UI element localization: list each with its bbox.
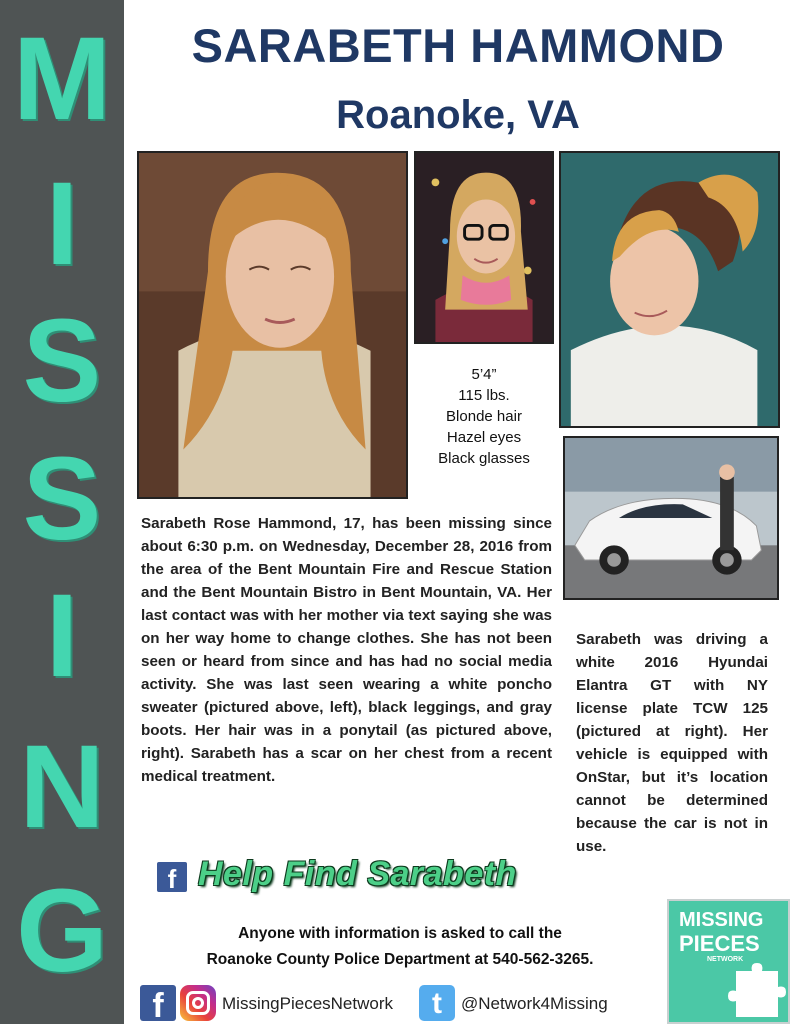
missing-description: Sarabeth Rose Hammond, 17, has been missing since about 6:30 p.m. on Wednesday, December 28, 2016 from the area of the Bent Mountain Fire and Rescue Station and the Bent Mountain Bistro in Bent Mountain, VA. Her last contact was with her mother via text saying she was on her way home to change clothes. She has not been seen or heard from since and has had no social media activity. She was last seen wearing a white poncho sweater (pictured above, left), black leggings, and gray boots. Her hair was in a ponytail (as pictured above, right). Sarabeth has a scar on her chest from a recent medical treatment. xyxy=(141,515,552,785)
portrait-photo-left xyxy=(137,151,408,499)
location: Roanoke, VA xyxy=(336,93,580,137)
contact-line-2: Roanoke County Police Department at 540-562-3265. xyxy=(206,951,594,968)
facebook-icon-footer: f xyxy=(140,985,176,1021)
puzzle-piece-icon xyxy=(724,959,786,1021)
weight: 115 lbs. xyxy=(458,387,510,404)
banner-letter-n: N xyxy=(19,721,105,853)
logo-line-1: MISSING xyxy=(679,909,764,931)
missing-pieces-logo xyxy=(667,899,790,1024)
banner-letter-i-2: I xyxy=(45,570,79,702)
twitter-icon: t xyxy=(419,985,455,1021)
logo-line-3: NETWORK xyxy=(707,956,744,963)
person-name: SARABETH HAMMOND xyxy=(191,19,725,72)
glasses: Black glasses xyxy=(438,450,530,467)
portrait-photo-glasses xyxy=(414,151,554,344)
banner-letter-m: M xyxy=(12,13,112,145)
portrait-photo-ponytail xyxy=(559,151,780,428)
instagram-icon xyxy=(180,985,216,1021)
banner-letter-i: I xyxy=(45,158,79,290)
banner-letter-s-2: S xyxy=(22,433,102,565)
height: 5’4” xyxy=(471,366,497,383)
missing-banner xyxy=(0,0,124,1024)
banner-letter-s: S xyxy=(22,295,102,427)
logo-line-2: PIECES xyxy=(679,931,760,956)
twitter-handle: @Network4Missing xyxy=(461,994,608,1013)
physical-description xyxy=(414,364,554,469)
hair-color: Blonde hair xyxy=(446,408,522,425)
facebook-handle: MissingPiecesNetwork xyxy=(222,994,393,1013)
eye-color: Hazel eyes xyxy=(446,429,522,446)
facebook-icon: f xyxy=(157,862,187,892)
vehicle-description: Sarabeth was driving a white 2016 Hyundai Elantra GT with NY license plate TCW 125 (pictured at right). Her vehicle is equipped with OnStar, but it’s location cannot be determined because the car is not in use. xyxy=(576,631,768,855)
car-photo xyxy=(563,436,779,600)
help-find-heading: Help Find Sarabeth xyxy=(198,855,517,893)
contact-line-1: Anyone with information is asked to call the xyxy=(238,925,562,942)
banner-letter-g: G xyxy=(16,865,108,997)
